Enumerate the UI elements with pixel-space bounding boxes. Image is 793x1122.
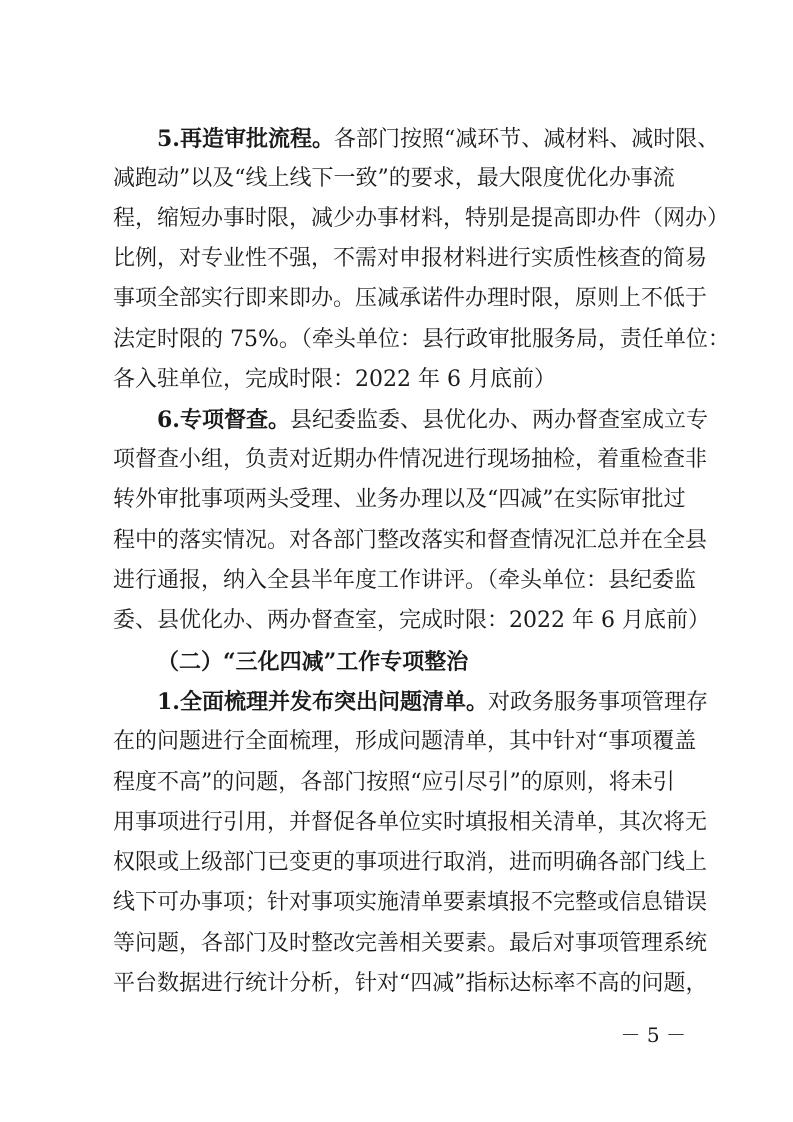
paragraph-1-line-6: 线下可办事项；针对事项实施清单要素填报不完整或信息错误 [113, 890, 708, 915]
paragraph-6-line-1 [157, 400, 708, 440]
item-1-text: 对政务服务事项管理存 [487, 690, 708, 715]
paragraph-5-line-7: 各入驻单位，完成时限：2022 年 6 月底前） [113, 367, 556, 392]
item-5-text: 各部门按照“减环节、减材料、减时限、 [333, 127, 720, 152]
item-1-heading: 1.全面梳理并发布突出问题清单。 [157, 689, 488, 715]
paragraph-1-line-7: 等问题，各部门及时整改完善相关要素。最后对事项管理系统 [113, 931, 708, 956]
item-6-text: 县纪委监委、县优化办、两办督查室成立专 [289, 408, 708, 433]
paragraph-1-line-4: 用事项进行引用，并督促各单位实时填报相关清单，其次将无 [113, 810, 708, 835]
paragraph-1-line-2: 在的问题进行全面梳理，形成问题清单，其中针对“事项覆盖 [113, 729, 697, 754]
paragraph-6-line-5: 进行通报，纳入全县半年度工作讲评。（牵头单位：县纪委监 [113, 568, 697, 593]
paragraph-5-line-2: 减跑动”以及“线上线下一致”的要求，最大限度优化办事流 [113, 166, 675, 191]
paragraph-5-line-3: 程，缩短办事时限，减少办事材料，特别是提高即办件（网办） [113, 206, 730, 231]
paragraph-1-line-5: 权限或上级部门已变更的事项进行取消，进而明确各部门线上 [113, 850, 708, 875]
page-number: － 5 － [620, 1023, 686, 1047]
paragraph-6-line-3: 转外审批事项两头受理、业务办理以及“四减”在实际审批过 [113, 487, 686, 512]
item-6-heading: 6.专项督查。 [157, 407, 290, 433]
paragraph-5-line-5: 事项全部实行即来即办。压减承诺件办理时限，原则上不低于 [113, 286, 708, 311]
paragraph-1-line-8: 平台数据进行统计分析，针对“四减”指标达标率不高的问题， [113, 971, 708, 996]
section-two-heading: （二）“三化四减”工作专项整治 [157, 649, 469, 675]
paragraph-6-line-2: 项督查小组，负责对近期办件情况进行现场抽检，着重检查非 [113, 447, 708, 472]
paragraph-1-line-1 [157, 682, 708, 722]
paragraph-5-line-6: 法定时限的 75%。（牵头单位：县行政审批服务局，责任单位： [113, 327, 730, 352]
paragraph-6-line-6: 委、县优化办、两办督查室，完成时限：2022 年 6 月底前） [113, 608, 710, 633]
paragraph-5-line-4: 比例，对专业性不强，不需对申报材料进行实质性核查的简易 [113, 246, 708, 271]
paragraph-5-line-1 [157, 119, 720, 159]
paragraph-6-line-4: 程中的落实情况。对各部门整改落实和督查情况汇总并在全县 [113, 528, 708, 553]
paragraph-1-line-3: 程度不高”的问题，各部门按照“应引尽引”的原则，将未引 [113, 770, 675, 795]
item-5-heading: 5.再造审批流程。 [157, 126, 334, 152]
